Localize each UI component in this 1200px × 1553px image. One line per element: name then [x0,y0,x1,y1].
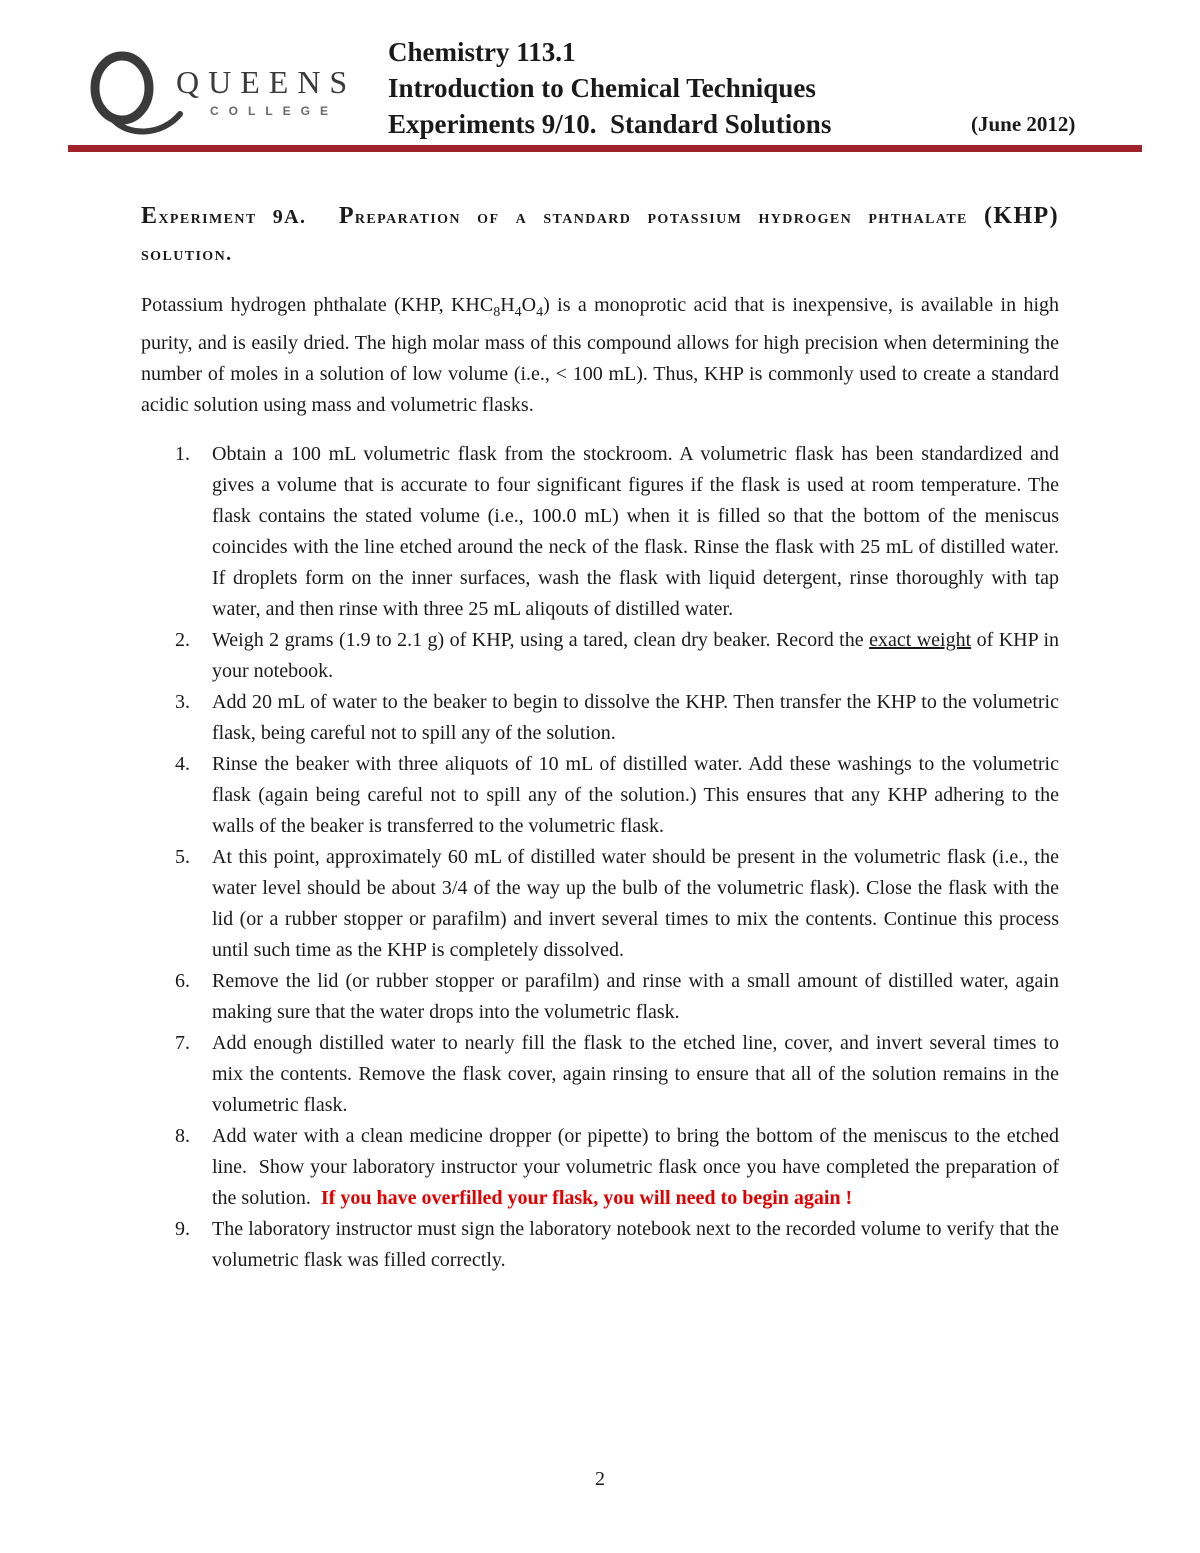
page-number: 2 [595,1468,605,1490]
procedure-steps [141,439,1064,1276]
q-logo-icon [84,50,184,140]
course-title: Introduction to Chemical Techniques [388,73,816,103]
step-text: Add water with a clean medicine dropper (or pipette) to bring the bottom of the meniscus to the etched line. Show your laboratory instructor your volumetric flask once you have completed the preparation of the solution. If you have overfilled your flask, you will need to begin again ! [212,1125,1064,1209]
step-text: Obtain a 100 mL volumetric flask from the stockroom. A volumetric flask has been standardized and gives a volume that is accurate to four significant figures if the flask is used at room temperature. The flask contains the stated volume (i.e., 100.0 mL) when it is filled so that the bottom of the meniscus coincides with the line etched around the neck of the flask. Rinse the flask with 25 mL of distilled water. If droplets form on the inner surfaces, wash the flask with liquid detergent, rinse thoroughly with tap water, and then rinse with three 25 mL aliqouts of distilled water. [212,443,1059,620]
logo-college-text: COLLEGE [210,104,339,118]
queens-college-logo [84,50,374,140]
step-number: 6. [175,970,190,992]
heading-cap-e: E [141,203,159,229]
header-date: (June 2012) [971,112,1076,136]
step-text: Weigh 2 grams (1.9 to 2.1 g) of KHP, using a tared, clean dry beaker. Record the exact weight of KHP in your notebook. [212,629,1060,682]
step-number: 9. [175,1218,190,1240]
logo-queens-text: QUEENS [176,64,357,100]
intro-paragraph: Potassium hydrogen phthalate (KHP, $KHC_8H_4O_4$) is a monoprotic acid that is inexpensive, is available in high purity, and is easily dried. The high molar mass of this compound allows for high precision when determining the number of moles in a solution of low volume (i.e., < 100 mL). Thus, KHP is commonly used to create a standard acidic solution using mass and volumetric flasks. [141,294,1059,416]
subscript: 4 [536,305,544,320]
course-number: Chemistry 113.1 [388,37,576,67]
header-titles [388,34,831,142]
step-text: At this point, approximately 60 mL of distilled water should be present in the volumetric flask (i.e., the water level should be about 3/4 of the way up the bulb of the volumetric flask). Close the flask with the lid (or a rubber stopper or parafilm) and invert several times to mix the contents. Continue this process until such time as the KHP is completely dissolved. [212,846,1059,961]
step-number: 5. [175,846,190,868]
main-content [141,198,1064,1276]
step-text: The laboratory instructor must sign the laboratory notebook next to the recorded volume to verify that the volumetric flask was filled correctly. [212,1218,1059,1271]
header-divider [68,145,1142,152]
heading-rest: reparation of a standard potassium hydrogen phthalate [354,206,984,228]
list-item [141,749,1059,842]
heading-word1: xperiment 9A. [158,206,339,228]
list-item [141,439,1059,625]
step-number: 1. [175,443,190,465]
step-number: 7. [175,1032,190,1054]
list-item [141,687,1059,749]
step-text: Add enough distilled water to nearly fill the flask to the etched line, cover, and invert several times to mix the contents. Remove the flask cover, again rinsing to ensure that all of the solution remains in the volumetric flask. [212,1032,1059,1116]
heading-end: solution. [141,243,233,265]
step-text: Remove the lid (or rubber stopper or parafilm) and rinse with a small amount of distilled water, again making sure that the water drops into the volumetric flask. [212,970,1059,1023]
list-item [141,625,1059,687]
overfill-warning: If you have overfilled your flask, you will need to begin again ! [320,1187,853,1209]
step-number: 2. [175,629,190,651]
step-number: 8. [175,1125,190,1147]
subscript: 4 [514,305,522,320]
underlined-text: exact weight [869,629,972,651]
step-number: 4. [175,753,190,775]
list-item [141,1214,1059,1276]
step-text: Add 20 mL of water to the beaker to begin to dissolve the KHP. Then transfer the KHP to the volumetric flask, being careful not to spill any of the solution. [212,691,1059,744]
list-item [141,842,1059,966]
list-item [141,1121,1064,1214]
experiment-title: Experiments 9/10. Standard Solutions [388,109,832,139]
subscript: 8 [493,305,501,320]
list-item [141,1028,1059,1121]
heading-khp: (KHP) [984,203,1059,229]
heading-cap-p: P [338,203,355,229]
section-heading [141,198,1059,273]
step-number: 3. [175,691,190,713]
step-text: Rinse the beaker with three aliquots of 10 mL of distilled water. Add these washings to the volumetric flask (again being careful not to spill any of the solution.) This ensures that any KHP adhering to the walls of the beaker is transferred to the volumetric flask. [212,753,1059,837]
list-item [141,966,1059,1028]
